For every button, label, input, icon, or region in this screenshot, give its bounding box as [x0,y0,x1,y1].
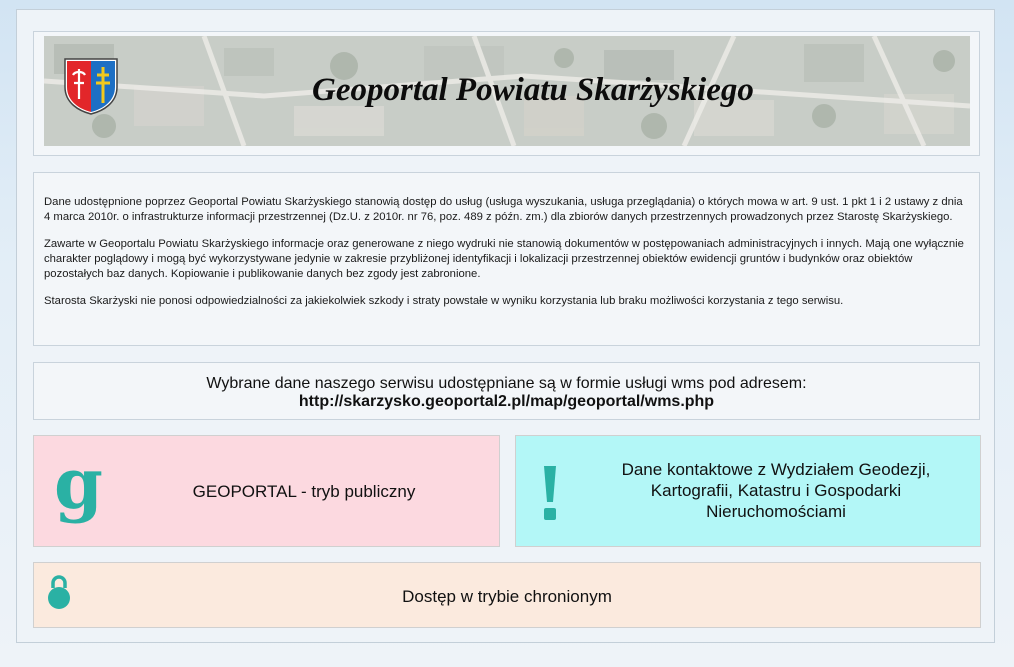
exclamation-icon [540,464,560,522]
header-panel [33,31,980,156]
disclaimer-paragraph: Starosta Skarżyski nie ponosi odpowiedzialności za jakiekolwiek szkody i straty powstałe w wyniku korzystania lub braku możliwości korzystania z tego serwisu. [44,295,844,307]
geoportal-public-tile[interactable] [33,435,500,547]
disclaimer-panel [33,172,980,346]
disclaimer-paragraph: Dane udostępnione poprzez Geoportal Powiatu Skarżyskiego stanowią dostęp do usług (usługa wyszukania, usługa przeglądania) o których mowa w art. 9 ust. 1 pkt 1 i 2 ustawy z dnia 4 marca 2010r. o infrastrukturze informacji przestrzennej (Dz.U. z 2010r. nr 76, poz. 489 z późn. zm.) dla zbiorów danych przestrzennych prowadzonych przez Starostę Skarżyskiego. [44,196,963,223]
wms-description: Wybrane dane naszego serwisu udostępniane są w formie usługi wms pod adresem: [206,375,807,392]
wms-url[interactable]: http://skarzysko.geoportal2.pl/map/geoportal/wms.php [298,393,715,410]
header-banner [44,36,970,146]
wms-panel [33,362,980,420]
main-container [16,9,995,643]
contact-info-tile[interactable] [515,435,981,547]
disclaimer-paragraph: Zawarte w Geoportalu Powiatu Skarżyskiego informacje oraz generowane z niego wydruki nie stanowią dokumentów w postępowaniach administracyjnych i innych. Mają one wyłącznie charakter poglądowy i mogą być wykorzystywane jedynie w zakresie przybliżonej identyfikacji i lokalizacji przestrzennej obiektów ewidencji gruntów i budynków oraz obiektów pozostałych baz danych. Kopiowanie i publikowanie danych bez zgody jest zabronione. [44,238,964,280]
geoportal-public-label: GEOPORTAL - tryb publiczny [192,482,416,501]
secure-access-tile[interactable] [33,562,981,628]
coat-of-arms-icon [63,57,119,115]
g-letter-icon: g [54,442,103,525]
secure-access-label: Dostęp w trybie chronionym [402,587,612,606]
contact-info-label: Dane kontaktowe z Wydziałem Geodezji, Kartografii, Katastru i Gospodarki Nieruchomościami [621,460,931,521]
page-title: Geoportal Powiatu Skarżyskiego [312,72,754,108]
